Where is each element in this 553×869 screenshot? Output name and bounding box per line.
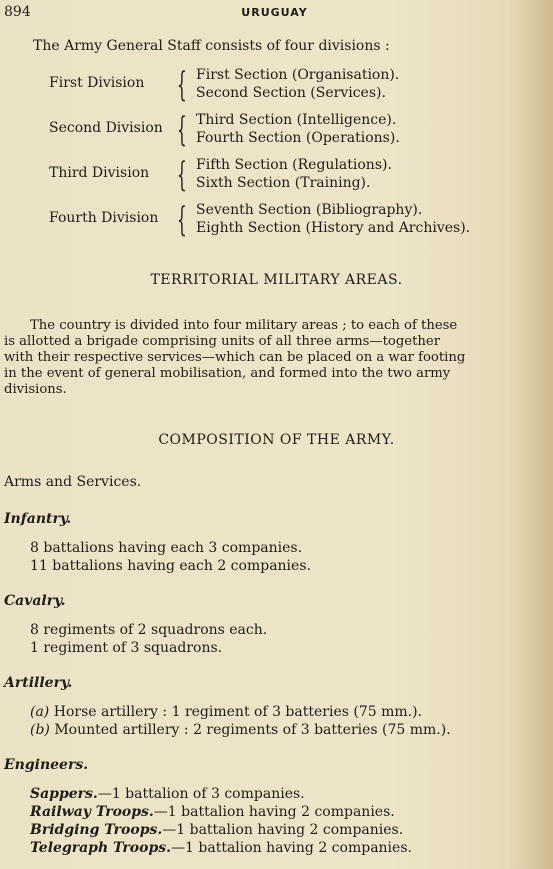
list-item [30,703,451,721]
division-name: Fourth Division [49,210,159,226]
infantry-heading: Infantry. [4,511,72,527]
engineers-list [30,785,412,857]
cavalry-heading: Cavalry. [4,593,66,609]
division-row [49,201,529,246]
arms-services-label: Arms and Services. [4,474,142,490]
division-name: Third Division [49,165,150,181]
division-name: First Division [49,75,145,91]
item-label: Telegraph Troops. [30,840,172,856]
paragraph-line: The country is divided into four military areas ; to each of these [30,318,458,333]
division-row [49,111,529,156]
running-title: URUGUAY [241,6,308,19]
paragraph-line: with their respective services—which can be placed on a war footing [4,350,466,365]
divisions-list [49,66,529,246]
section-line: Eighth Section (History and Archives). [196,220,471,236]
infantry-list [30,539,311,575]
paragraph-line: is allotted a brigade comprising units of all three arms—together [4,334,440,349]
list-item [30,803,412,821]
list-item: 11 battalions having each 2 companies. [30,558,311,574]
division-sections [196,156,392,192]
territorial-heading: TERRITORIAL MILITARY AREAS. [150,272,403,288]
item-label: Sappers. [30,786,98,802]
item-text: —1 battalion having 2 companies. [153,804,395,820]
composition-heading: COMPOSITION OF THE ARMY. [158,432,395,448]
cavalry-list [30,621,267,657]
paragraph-line: divisions. [4,382,67,397]
division-sections [196,111,400,147]
section-line: Fourth Section (Operations). [196,130,400,146]
brace-glyph: { [177,110,187,150]
list-item [30,839,412,857]
section-line: Second Section (Services). [196,85,386,101]
brace-glyph: { [177,200,187,240]
engineers-heading: Engineers. [4,757,89,773]
artillery-heading: Artillery. [4,675,73,691]
page-header [4,4,545,22]
list-item: 8 regiments of 2 squadrons each. [30,622,268,638]
item-label: Bridging Troops. [30,822,163,838]
division-name: Second Division [49,120,163,136]
territorial-paragraph [4,318,542,398]
item-label: (a) [30,704,50,720]
item-label: (b) [30,722,50,738]
intro-sentence: The Army General Staff consists of four divisions : [33,38,390,54]
artillery-list [30,703,451,739]
item-text: Mounted artillery : 2 regiments of 3 batteries (75 mm.). [54,722,451,738]
list-item: 8 battalions having each 3 companies. [30,540,303,556]
list-item [30,821,412,839]
brace-glyph: { [177,155,187,195]
item-label: Railway Troops. [30,804,154,820]
brace-glyph: { [177,65,187,105]
page-number: 894 [4,4,31,20]
section-line: Seventh Section (Bibliography). [196,202,423,218]
division-row [49,156,529,201]
item-text: Horse artillery : 1 regiment of 3 batteries (75 mm.). [53,704,423,720]
item-text: —1 battalion having 2 companies. [162,822,404,838]
section-line: First Section (Organisation). [196,67,400,83]
item-text: —1 battalion of 3 companies. [97,786,305,802]
paragraph-line: in the event of general mobilisation, and formed into the two army [4,366,451,381]
section-line: Fifth Section (Regulations). [196,157,392,173]
section-line: Third Section (Intelligence). [196,112,397,128]
section-line: Sixth Section (Training). [196,175,371,191]
division-row [49,66,529,111]
list-item [30,721,451,739]
division-sections [196,201,470,237]
item-text: —1 battalion having 2 companies. [171,840,412,856]
list-item: 1 regiment of 3 squadrons. [30,640,223,656]
list-item [30,785,412,803]
division-sections [196,66,399,102]
